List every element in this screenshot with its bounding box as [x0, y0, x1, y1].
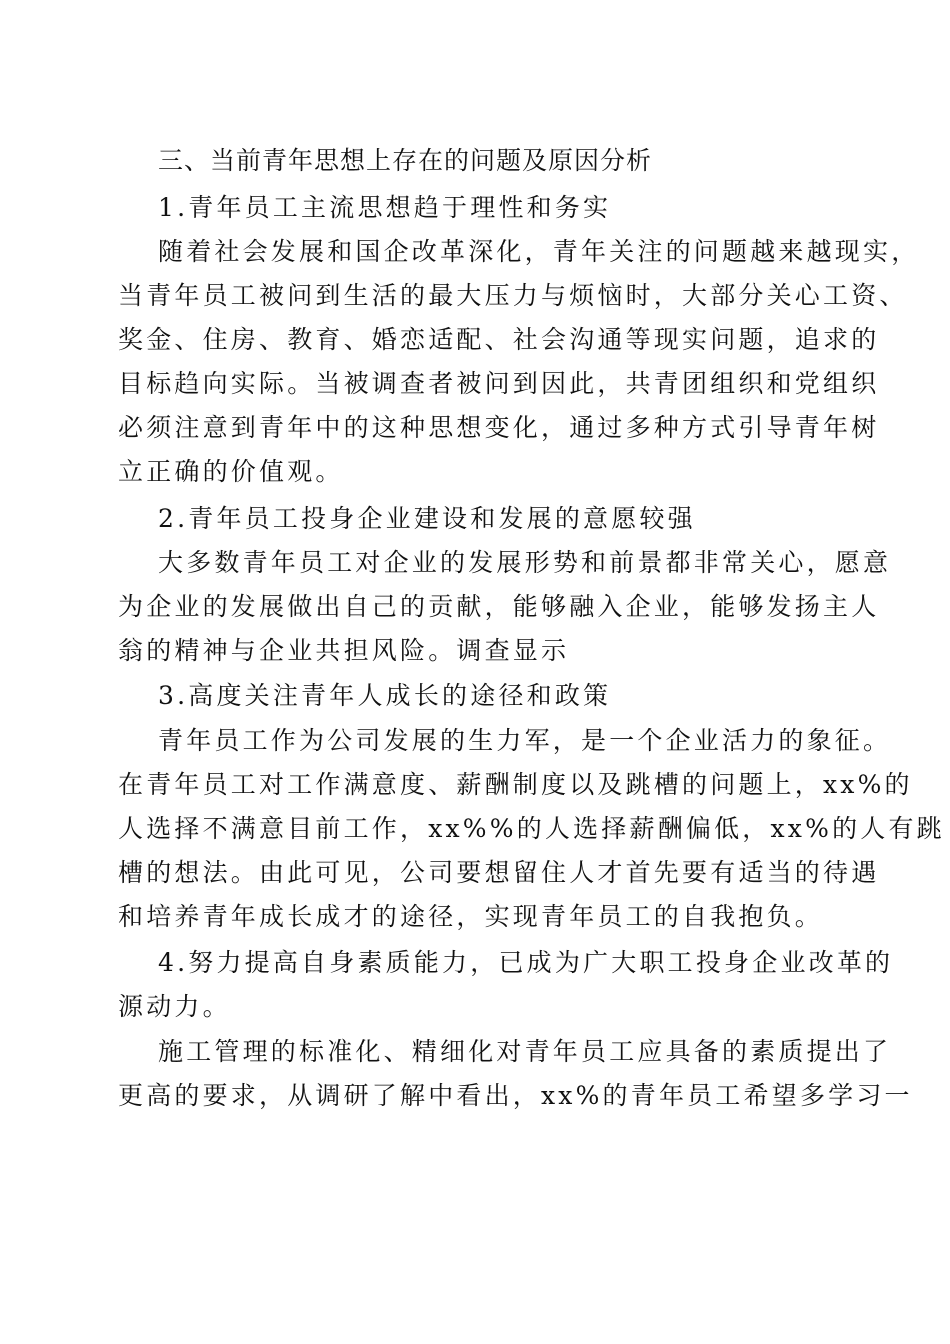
paragraph-line: 大多数青年员工对企业的发展形势和前景都非常关心，愿意	[158, 548, 892, 577]
paragraph-line: 翁的精神与企业共担风险。调查显示	[118, 636, 570, 665]
paragraph-line: 和培养青年成长成才的途径，实现青年员工的自我抱负。	[118, 902, 824, 931]
paragraph-line: 当青年员工被问到生活的最大压力与烦恼时，大部分关心工资、	[118, 281, 908, 310]
item-2-title: 2.青年员工投身企业建设和发展的意愿较强	[158, 504, 696, 533]
paragraph-line: 为企业的发展做出自己的贡献，能够融入企业，能够发扬主人	[118, 592, 880, 621]
paragraph-line: 槽的想法。由此可见，公司要想留住人才首先要有适当的待遇	[118, 858, 880, 887]
paragraph-line: 奖金、住房、教育、婚恋适配、社会沟通等现实问题，追求的	[118, 325, 880, 354]
section-heading: 三、当前青年思想上存在的问题及原因分析	[158, 146, 653, 175]
item-3-title: 3.高度关注青年人成长的途径和政策	[158, 681, 612, 710]
item-1-title: 1.青年员工主流思想趋于理性和务实	[158, 193, 612, 222]
paragraph-line: 青年员工作为公司发展的生力军，是一个企业活力的象征。	[158, 726, 892, 755]
paragraph-line: 必须注意到青年中的这种思想变化，通过多种方式引导青年树	[118, 413, 880, 442]
paragraph-line: 在青年员工对工作满意度、薪酬制度以及跳槽的问题上，xx%的	[118, 770, 913, 799]
paragraph-line: 人选择不满意目前工作，xx%%的人选择薪酬偏低，xx%的人有跳	[118, 814, 945, 843]
paragraph-line: 立正确的价值观。	[118, 457, 344, 486]
item-4-title: 4.努力提高自身素质能力，已成为广大职工投身企业改革的	[158, 948, 894, 977]
paragraph-line: 目标趋向实际。当被调查者被问到因此，共青团组织和党组织	[118, 369, 880, 398]
paragraph-line: 随着社会发展和国企改革深化，青年关注的问题越来越现实，	[158, 237, 920, 266]
item-4-title-continued: 源动力。	[118, 992, 231, 1021]
paragraph-line: 更高的要求，从调研了解中看出，xx%的青年员工希望多学习一	[118, 1081, 913, 1110]
paragraph-line: 施工管理的标准化、精细化对青年员工应具备的素质提出了	[158, 1037, 892, 1066]
